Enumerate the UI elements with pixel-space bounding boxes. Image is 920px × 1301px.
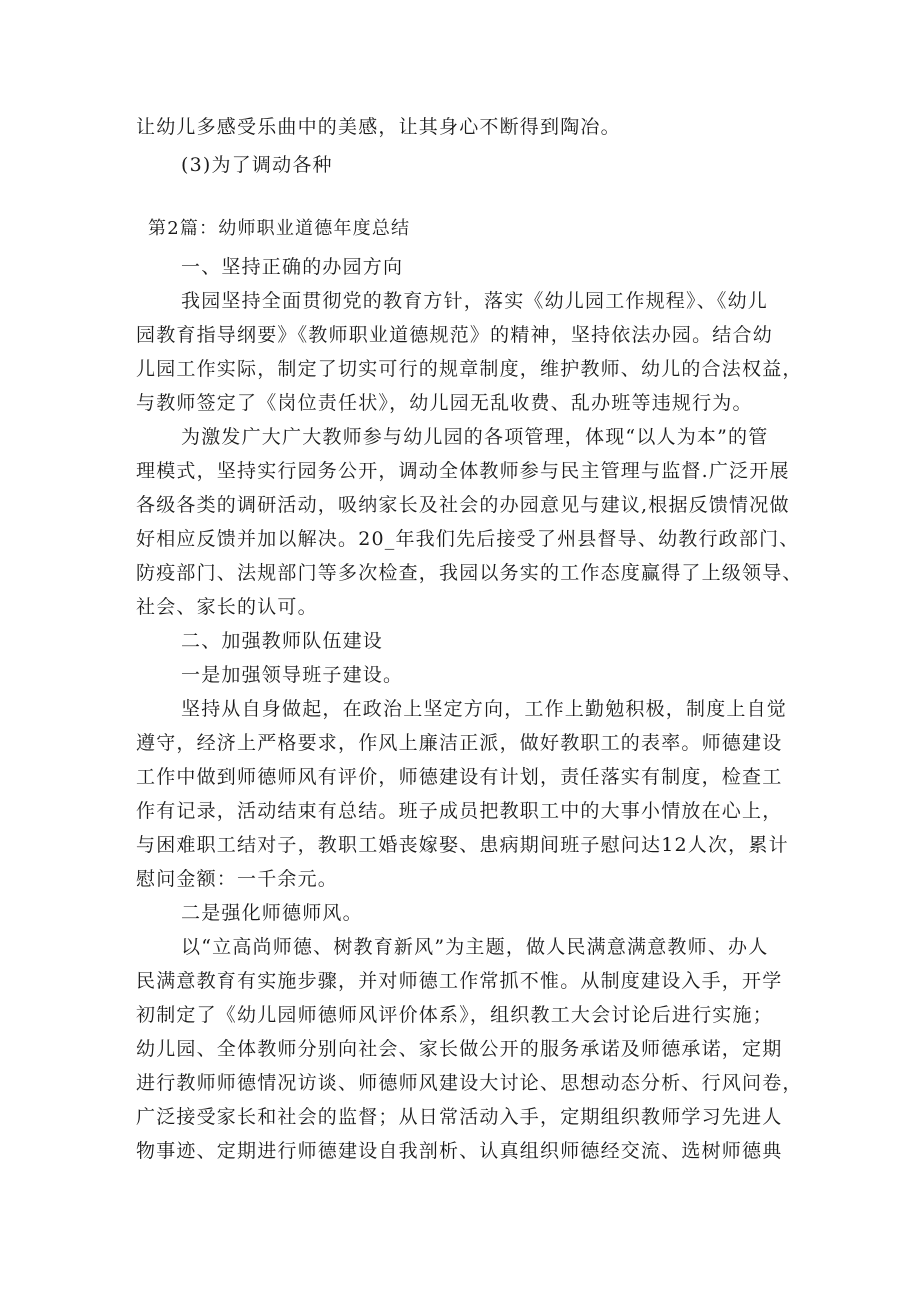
paragraph-line: 广泛接受家长和社会的监督；从日常活动入手，定期组织教师学习先进人 (136, 1106, 783, 1128)
section-heading: 二、加强教师队伍建设 (181, 630, 384, 652)
paragraph-line: 物事迹、定期进行师德建设自我剖析、认真组织师德经交流、选树师德典 (136, 1140, 783, 1162)
paragraph-line: 理模式，坚持实行园务公开，调动全体教师参与民主管理与监督.广泛开展 (136, 460, 790, 482)
subsection-heading: 二是强化师德师风。 (181, 902, 363, 924)
paragraph-line: 儿园工作实际，制定了切实可行的规章制度，维护教师、幼儿的合法权益， (136, 358, 803, 380)
paragraph-line: 以“立高尚师德、树教育新风”为主题，做人民满意满意教师、办人 (181, 936, 769, 958)
paragraph-line: 初制定了《幼儿园师德师风评价体系》，组织教工大会讨论后进行实施； (136, 1004, 773, 1026)
paragraph-line: 各级各类的调研活动，吸纳家长及社会的办园意见与建议,根据反馈情况做 (136, 494, 790, 516)
text-line: 让幼儿多感受乐曲中的美感，让其身心不断得到陶冶。 (136, 116, 621, 138)
paragraph-line: 民满意教育有实施步骤，并对师德工作常抓不惟。从制度建设入手，开学 (136, 970, 783, 992)
paragraph-line: 与教师签定了《岗位责任状》，幼儿园无乱收费、乱办班等违规行为。 (136, 392, 753, 414)
paragraph-line: 坚持从自身做起，在政治上坚定方向，工作上勤勉积极，制度上自觉 (181, 698, 788, 720)
paragraph-line: 遵守，经济上严格要求，作风上廉洁正派，做好教职工的表率。师德建设 (136, 732, 783, 754)
section-title: 第2篇：幼师职业道德年度总结 (148, 218, 411, 239)
section-heading: 一、坚持正确的办园方向 (181, 256, 404, 278)
paragraph-line: 防疫部门、法规部门等多次检查，我园以务实的工作态度赢得了上级领导、 (136, 562, 803, 584)
paragraph-line: 园教育指导纲要》《教师职业道德规范》的精神，坚持依法办园。结合幼 (136, 324, 773, 346)
paragraph-line: 幼儿园、全体教师分别向社会、家长做公开的服务承诺及师德承诺，定期 (136, 1038, 783, 1060)
paragraph-line: 我园坚持全面贯彻党的教育方针，落实《幼儿园工作规程》、《幼儿 (181, 290, 769, 312)
paragraph-line: 好相应反馈并加以解决。20_年我们先后接受了州县督导、幼教行政部门、 (136, 528, 800, 550)
paragraph-line: 慰问金额：一千余元。 (136, 868, 339, 890)
paragraph-line: 进行教师师德情况访谈、师德师风建设大讨论、思想动态分析、行风问卷， (136, 1072, 803, 1094)
paragraph-line: 为激发广大广大教师参与幼儿园的各项管理，体现“以人为本”的管 (181, 426, 769, 448)
paragraph-line: 作有记录，活动结束有总结。班子成员把教职工中的大事小情放在心上， (136, 800, 783, 822)
paragraph-line: 与困难职工结对子，教职工婚丧嫁娶、患病期间班子慰问达12人次，累计 (136, 834, 789, 856)
paragraph-line: 社会、家长的认可。 (136, 596, 318, 618)
paragraph-line: 工作中做到师德师风有评价，师德建设有计划，责任落实有制度，检查工 (136, 766, 783, 788)
subsection-heading: 一是加强领导班子建设。 (181, 664, 404, 686)
text-line: (3)为了调动各种 (181, 154, 333, 176)
